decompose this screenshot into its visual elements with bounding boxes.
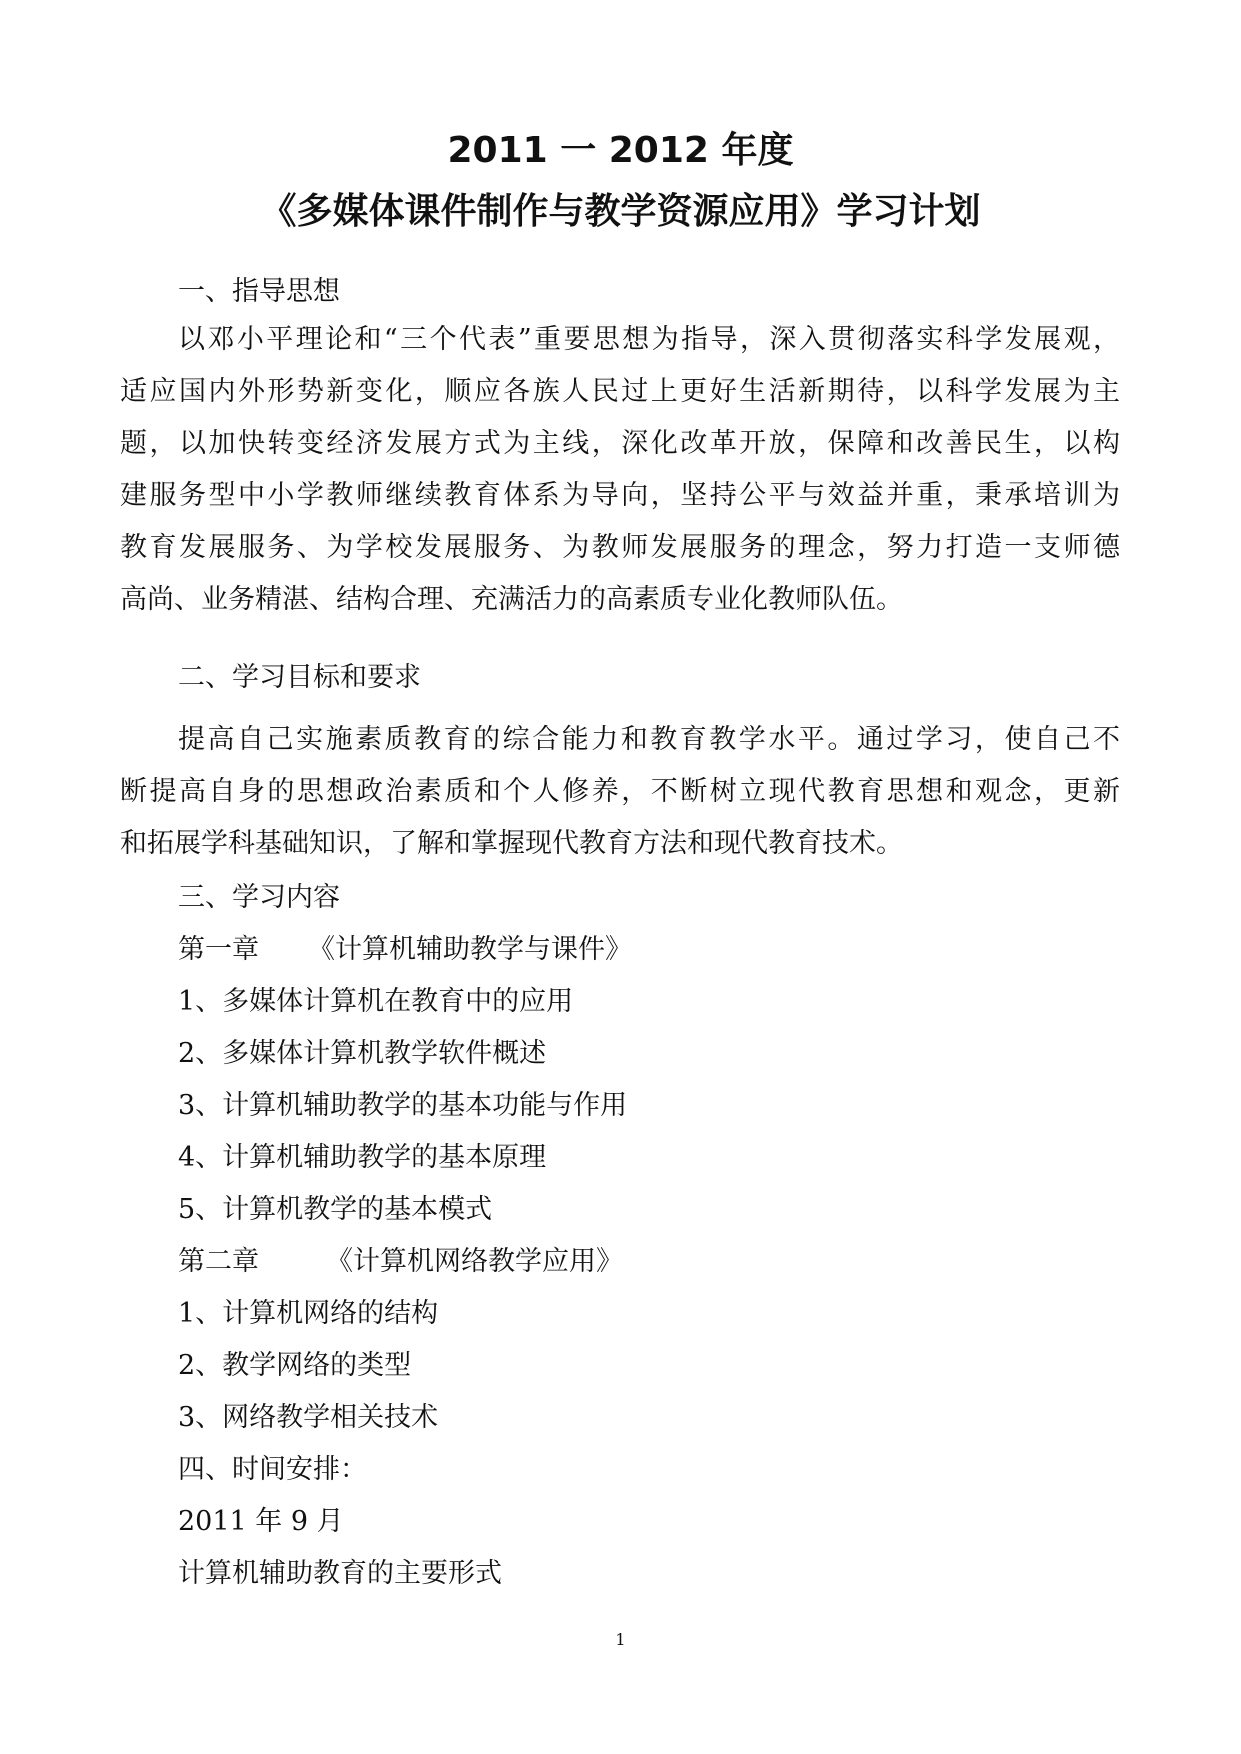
section-heading-schedule: 四、时间安排： <box>178 1454 367 1485</box>
section-heading-guiding-ideology: 一、指导思想 <box>178 276 340 307</box>
paragraph-line: 教育发展服务、为学校发展服务、为教师发展服务的理念，努力打造一支师德 <box>120 532 1120 563</box>
list-item: 4、计算机辅助教学的基本原理 <box>178 1142 547 1173</box>
page-number: 1 <box>615 1630 626 1649</box>
section-paragraph-guiding-ideology <box>120 314 1120 626</box>
list-item: 2、教学网络的类型 <box>178 1350 412 1381</box>
paragraph-line: 以邓小平理论和“三个代表”重要思想为指导，深入贯彻落实科学发展观， <box>178 324 1120 355</box>
schedule-topic: 计算机辅助教育的主要形式 <box>178 1558 502 1589</box>
section-heading-goals: 二、学习目标和要求 <box>178 662 421 693</box>
list-item: 3、计算机辅助教学的基本功能与作用 <box>178 1090 628 1121</box>
list-item: 1、多媒体计算机在教育中的应用 <box>178 986 574 1017</box>
section-paragraph-goals <box>120 714 1120 870</box>
paragraph-line: 建服务型中小学教师继续教育体系为导向，坚持公平与效益并重，秉承培训为 <box>120 480 1120 511</box>
chapter-title: 《计算机网络教学应用》 <box>326 1246 623 1277</box>
paragraph-line: 适应国内外形势新变化，顺应各族人民过上更好生活新期待，以科学发展为主 <box>120 376 1120 407</box>
list-item: 2、多媒体计算机教学软件概述 <box>178 1038 547 1069</box>
list-item: 3、网络教学相关技术 <box>178 1402 439 1433</box>
document-title: 《多媒体课件制作与教学资源应用》学习计划 <box>260 191 981 232</box>
paragraph-line: 提高自己实施素质教育的综合能力和教育教学水平。通过学习，使自己不 <box>178 724 1120 755</box>
chapter-number: 第一章 <box>178 934 259 965</box>
chapter-title: 《计算机辅助教学与课件》 <box>308 934 632 965</box>
chapter-number: 第二章 <box>178 1246 259 1277</box>
paragraph-line: 和拓展学科基础知识，了解和掌握现代教育方法和现代教育技术。 <box>120 828 903 859</box>
chapter-1-heading <box>178 930 632 970</box>
section-heading-content: 三、学习内容 <box>178 882 340 913</box>
paragraph-line: 题，以加快转变经济发展方式为主线，深化改革开放，保障和改善民生，以构 <box>120 428 1120 459</box>
document-title-year: 2011 一 2012 年度 <box>447 130 794 171</box>
schedule-month: 2011 年 9 月 <box>178 1506 344 1537</box>
paragraph-line: 高尚、业务精湛、结构合理、充满活力的高素质专业化教师队伍。 <box>120 584 903 615</box>
chapter-2-heading <box>178 1242 623 1282</box>
paragraph-line: 断提高自身的思想政治素质和个人修养，不断树立现代教育思想和观念，更新 <box>120 776 1120 807</box>
list-item: 5、计算机教学的基本模式 <box>178 1194 493 1225</box>
list-item: 1、计算机网络的结构 <box>178 1298 439 1329</box>
